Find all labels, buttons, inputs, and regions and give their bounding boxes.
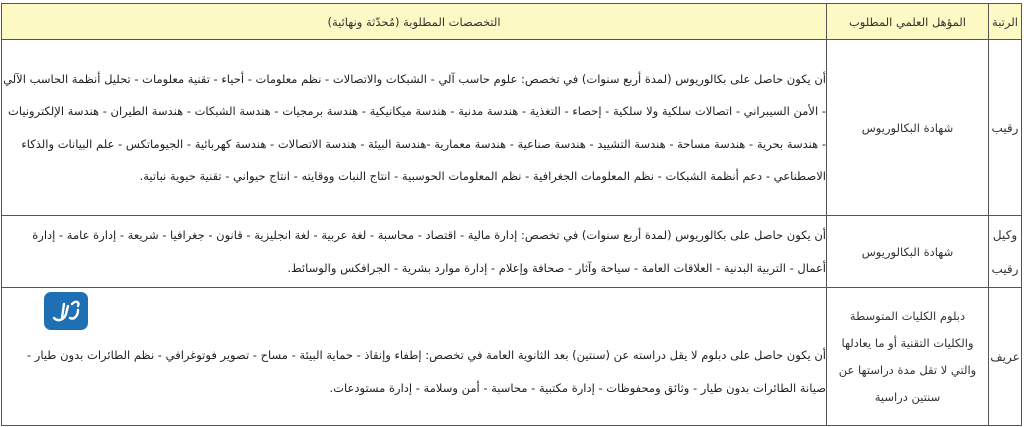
header-specializations: التخصصات المطلوبة (مُحدّثة ونهائية)	[2, 4, 827, 40]
specializations-cell: أن يكون حاصل على دبلوم لا يقل دراسته عن (سنتين) بعد الثانوية العامة في تخصص: إطفاء وإنقاذ - حماية البيئة - مساح - تصوير فوتوغرافي - نظم الطائرات بدون طيار - صيانة الطائرات بدون طيار - وثائق ومحفوظات - إدارة مكتبية - محاسبة - أمن وسلامة - إدارة مستودعات.	[2, 288, 827, 426]
specializations-cell: أن يكون حاصل على بكالوريوس (لمدة أربع سنوات) في تخصص: علوم حاسب آلي - الشبكات والاتصالات - نظم معلومات - أحياء - تقنية معلومات - تحليل أنظمة الحاسب الآلي - الأمن السيبراني - اتصالات سلكية ولا سلكية - إحصاء - التغذية - هندسة مدنية - هندسة ميكانيكية - هندسة برمجيات - هندسة الشبكات - هندسة الطيران - هندسة الإلكترونيات - هندسة بحرية - هندسة مساحة - هندسة التشييد - هندسة صناعية - هندسة معمارية -هندسة البيئة - هندسة الاتصالات - هندسة كهربائية - الجيوماتكس - علم البيانات والذكاء الاصطناعي - دعم أنظمة الشبكات - نظم المعلومات الجغرافية - نظم المعلومات الحوسبية - انتاج النبات ووقايته - انتاج حيواني - تقنية حيوية نباتية.	[2, 40, 827, 216]
table-row	[2, 216, 1022, 288]
requirements-table	[1, 3, 1022, 426]
header-row	[2, 4, 1022, 40]
logo-glyph-icon	[48, 296, 84, 326]
qualification-cell: دبلوم الكليات المتوسطة والكليات التقنية أو ما يعادلها والتي لا تقل مدة دراستها عن سنتين دراسية	[827, 288, 989, 426]
table-row	[2, 288, 1022, 426]
rank-cell: عريف	[989, 288, 1022, 426]
rank-cell: وكيل رقيب	[989, 216, 1022, 288]
table-row	[2, 40, 1022, 216]
header-rank: الرتبة	[989, 4, 1022, 40]
qualification-cell: شهادة البكالوريوس	[827, 40, 989, 216]
almrsal-logo-icon	[44, 292, 88, 330]
rank-cell: رقيب	[989, 40, 1022, 216]
header-qualification: المؤهل العلمي المطلوب	[827, 4, 989, 40]
qualification-cell: شهادة البكالوريوس	[827, 216, 989, 288]
specializations-cell: أن يكون حاصل على بكالوريوس (لمدة أربع سنوات) في تخصص: إدارة مالية - اقتصاد - محاسبة - لغة عربية - لغة انجليزية - قانون - جغرافيا - شريعة - إدارة عامة - إدارة أعمال - التربية البدنية - العلاقات العامة - سياحة وآثار - صحافة وإعلام - إدارة موارد بشرية - الجرافكس والوسائط.	[2, 216, 827, 288]
